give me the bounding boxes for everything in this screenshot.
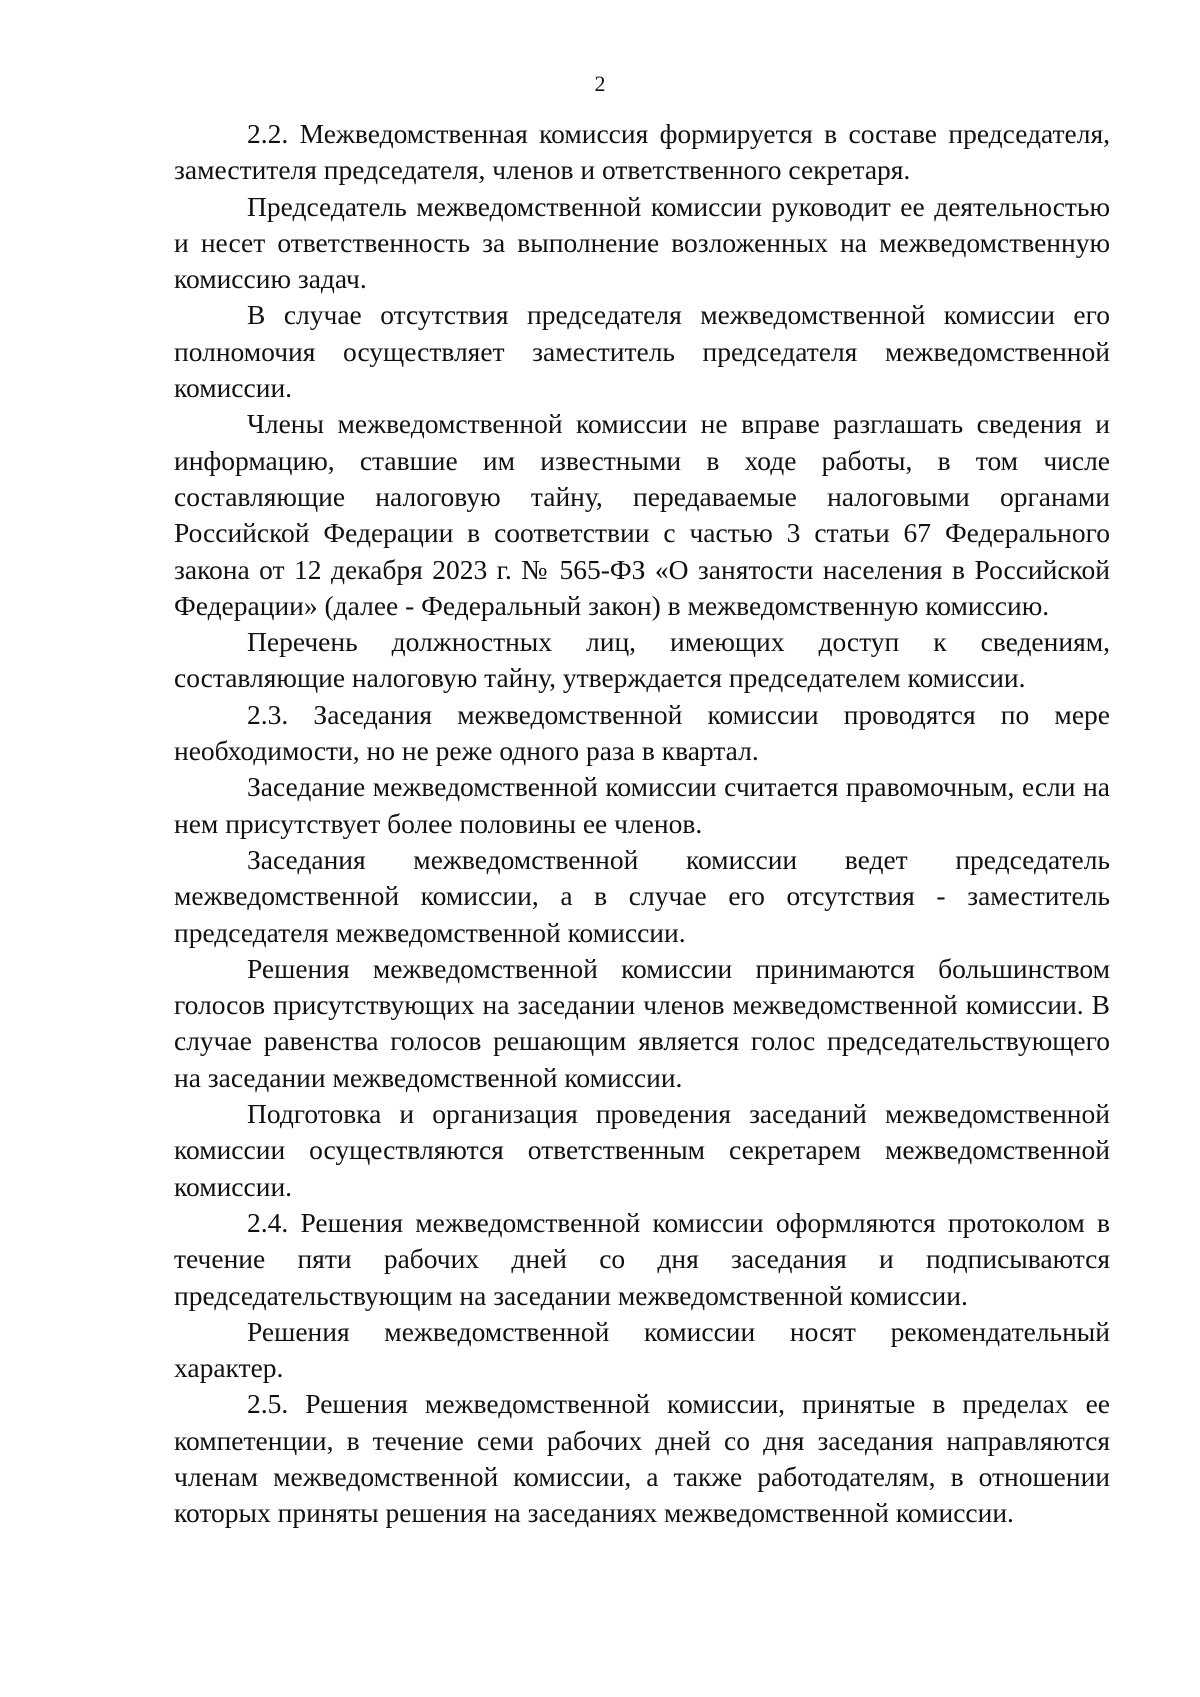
- paragraph-2-5: 2.5. Решения межведомственной комиссии, принятые в пределах ее компетенции, в течение семи рабочих дней со дня заседания направляются членам межведомственной комиссии, а также работодателям, в отношении которых приняты решения на заседаниях межведомственной комиссии.: [174, 1388, 1110, 1529]
- paragraph-recommendatory: Решения межведомственной комиссии носят рекомендательный характер.: [174, 1315, 1110, 1384]
- page-number: 2: [594, 71, 606, 96]
- paragraph-preparation: Подготовка и организация проведения заседаний межведомственной комиссии осуществляются ответственным секретарем межведомственной комиссии.: [174, 1098, 1110, 1202]
- paragraph-2-3: 2.3. Заседания межведомственной комиссии проводятся по мере необходимости, но не реже одного раза в квартал.: [174, 698, 1110, 767]
- paragraph-2-2: 2.2. Межведомственная комиссия формируется в составе председателя, заместителя председателя, членов и ответственного секретаря.: [174, 118, 1110, 186]
- paragraph-voting: Решения межведомственной комиссии принимаются большинством голосов присутствующих на заседании членов межведомственной комиссии. В случае равенства голосов решающим является голос председательствующего на заседании межведомственной комиссии.: [174, 952, 1110, 1093]
- paragraph-2-4: 2.4. Решения межведомственной комиссии оформляются протоколом в течение пяти рабочих дней со дня заседания и подписываются председательствующим на заседании межведомственной комиссии.: [174, 1206, 1110, 1311]
- paragraph-quorum: Заседание межведомственной комиссии считается правомочным, если на нем присутствует более половины ее членов.: [174, 771, 1110, 839]
- paragraph-meeting-chair: Заседания межведомственной комиссии ведет председатель межведомственной комиссии, а в случае его отсутствия - заместитель председателя межведомственной комиссии.: [174, 843, 1110, 948]
- paragraph-chairman-absence: В случае отсутствия председателя межведомственной комиссии его полномочия осуществляет заместитель председателя межведомственной комиссии.: [174, 299, 1110, 404]
- paragraph-confidentiality: Члены межведомственной комиссии не вправе разглашать сведения и информацию, ставшие им известными в ходе работы, в том числе составляющие налоговую тайну, передаваемые налоговыми органами Российской Федерации в соответствии с частью 3 статьи 67 Федерального закона от 12 декабря 2023 г. № 565-ФЗ «О занятости населения в Российской Федерации» (далее - Федеральный закон) в межведомственную комиссию.: [174, 408, 1110, 621]
- paragraph-access-list: Перечень должностных лиц, имеющих доступ к сведениям, составляющие налоговую тайну, утверждается председателем комиссии.: [174, 626, 1110, 694]
- document-body: [174, 116, 1110, 1532]
- paragraph-chairman-duties: Председатель межведомственной комиссии руководит ее деятельностью и несет ответственность за выполнение возложенных на межведомственную комиссию задач.: [174, 190, 1110, 295]
